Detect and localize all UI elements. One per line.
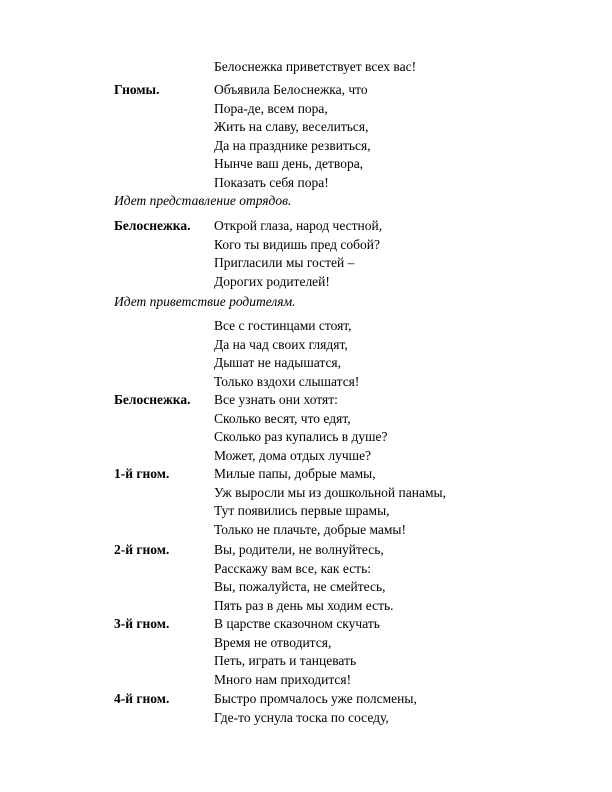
verse-line: Пять раз в день мы ходим есть.	[214, 597, 394, 613]
verse-line: Все узнать они хотят:	[214, 392, 338, 407]
verse-lines	[214, 615, 380, 689]
verse-line: Быстро промчалось уже полсмены,	[214, 691, 417, 706]
verse-line: Да на чад своих глядят,	[214, 336, 348, 352]
speaker-name: 3-й гном.	[114, 616, 170, 631]
speaker-name: Белоснежка.	[114, 392, 191, 407]
verse-line: Петь, играть и танцевать	[214, 653, 357, 669]
verse-line: Объявила Белоснежка, что	[214, 82, 368, 97]
speaker-name: 4-й гном.	[114, 691, 170, 706]
verse-line: Уж выросли мы из дошкольной панамы,	[214, 484, 446, 500]
verse-line: Дышат не надышатся,	[214, 355, 342, 371]
verse-lines	[214, 541, 394, 615]
verse-lines	[214, 317, 359, 391]
verse-line: В царстве сказочном скучать	[214, 616, 380, 631]
verse-line: Открой глаза, народ честной,	[214, 218, 383, 233]
speaker-name: Белоснежка.	[114, 218, 191, 233]
verse-line: Только вздохи слышатся!	[214, 373, 360, 389]
speaker-name: 1-й гном.	[114, 466, 170, 481]
verse-line: Время не отводится,	[214, 634, 332, 650]
stage-direction: Идет приветствие родителям.	[114, 294, 296, 309]
verse-line: Белоснежка приветствует всех вас!	[214, 59, 417, 74]
verse-line: Дорогих родителей!	[214, 273, 330, 289]
verse-lines	[214, 690, 417, 727]
verse-line: Все с гостинцами стоят,	[214, 318, 352, 333]
verse-line: Да на празднике резвиться,	[214, 137, 371, 153]
verse-lines	[214, 465, 446, 539]
speaker-name: Гномы.	[114, 82, 160, 97]
verse-line: Тут появились первые шрамы,	[214, 503, 390, 519]
verse-line: Пригласили мы гостей –	[214, 255, 355, 271]
speaker-name: 2-й гном.	[114, 542, 170, 557]
verse-line: Милые папы, добрые мамы,	[214, 466, 376, 481]
verse-line: Пора-де, всем пора,	[214, 100, 328, 116]
verse-line: Где-то уснула тоска по соседу,	[214, 709, 389, 725]
verse-lines	[214, 391, 387, 465]
verse-line: Показать себя пора!	[214, 174, 329, 190]
verse-line: Только не плачьте, добрые мамы!	[214, 521, 406, 537]
verse-line: Вы, родители, не волнуйтесь,	[214, 542, 384, 557]
verse-line: Вы, пожалуйста, не смейтесь,	[214, 579, 386, 595]
verse-line: Жить на славу, веселиться,	[214, 119, 369, 135]
verse-line: Много нам приходится!	[214, 671, 352, 687]
verse-lines	[214, 81, 371, 193]
verse-line: Сколько раз купались в душе?	[214, 429, 388, 445]
verse-lines	[214, 58, 416, 77]
verse-line: Нынче ваш день, детвора,	[214, 156, 364, 172]
verse-line: Кого ты видишь пред собой?	[214, 236, 380, 252]
verse-line: Расскажу вам все, как есть:	[214, 560, 371, 576]
stage-direction: Идет представление отрядов.	[114, 193, 292, 208]
verse-line: Сколько весят, что едят,	[214, 410, 351, 426]
verse-lines	[214, 217, 382, 291]
verse-line: Может, дома отдых лучше?	[214, 447, 372, 463]
